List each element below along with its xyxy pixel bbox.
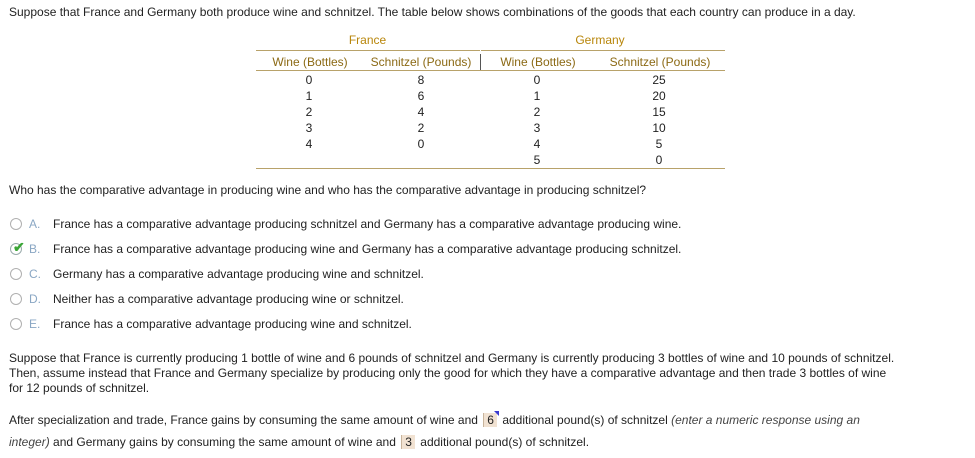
answer-line-1: [9, 413, 860, 427]
radio-button[interactable]: [10, 268, 22, 280]
option-text: France has a comparative advantage producing wine and Germany has a comparative advantage producing schnitzel.: [53, 242, 682, 256]
option-letter: E.: [29, 317, 41, 331]
option-letter: C.: [29, 267, 41, 281]
table-cell: 2: [417, 121, 425, 135]
table-cell: 10: [652, 121, 666, 135]
table-cell: 5: [655, 137, 663, 151]
table-cell: 6: [417, 89, 425, 103]
radio-button[interactable]: [10, 218, 22, 230]
option-a[interactable]: [10, 215, 681, 233]
option-d[interactable]: [10, 290, 404, 308]
scenario-line-3: for 12 pounds of schnitzel.: [9, 381, 150, 395]
table-cell: 2: [305, 105, 313, 119]
table-cell: 3: [533, 121, 541, 135]
header-bottom-rule: [256, 70, 725, 71]
radio-button[interactable]: [10, 318, 22, 330]
option-text: France has a comparative advantage producing wine and schnitzel.: [53, 317, 412, 331]
scenario-line-1: Suppose that France is currently producing 1 bottle of wine and 6 pounds of schnitzel and Germany is currently producing 3 bottles of wine and 10 pounds of schnitzel.: [9, 351, 895, 365]
col-germany-wine: Wine (Bottles): [500, 55, 576, 69]
table-cell: 20: [652, 89, 666, 103]
hint-text: integer): [9, 435, 50, 449]
col-france-schnitzel: Schnitzel (Pounds): [370, 55, 472, 69]
table-cell: 1: [533, 89, 541, 103]
table-cell: 0: [305, 73, 313, 87]
option-c[interactable]: [10, 265, 424, 283]
table-cell: 5: [533, 153, 541, 167]
col-germany-schnitzel: Schnitzel (Pounds): [609, 55, 711, 69]
checkmark-icon: ✔: [13, 239, 25, 255]
table-bottom-rule: [256, 168, 725, 169]
answer-text: additional pound(s) of schnitzel.: [420, 435, 590, 449]
table-cell: 8: [417, 73, 425, 87]
table-cell: 0: [655, 153, 663, 167]
table-cell: 0: [417, 137, 425, 151]
table-cell: 15: [652, 105, 666, 119]
option-text: Neither has a comparative advantage producing wine or schnitzel.: [53, 292, 404, 306]
table-cell: 4: [305, 137, 313, 151]
option-text: France has a comparative advantage producing schnitzel and Germany has a comparative advantage producing wine.: [53, 217, 682, 231]
germany-header: Germany: [575, 33, 625, 47]
header-divider: [480, 54, 481, 70]
table-cell: 2: [533, 105, 541, 119]
france-header-rule: [256, 50, 480, 51]
option-text: Germany has a comparative advantage producing wine and schnitzel.: [53, 267, 424, 281]
table-cell: 25: [652, 73, 666, 87]
scenario-line-2: Then, assume instead that France and Germany specialize by producing only the good for which they have a comparative advantage and then trade 3 bottles of wine: [9, 366, 887, 380]
option-letter: B.: [29, 242, 41, 256]
table-cell: 0: [533, 73, 541, 87]
france-gain-input[interactable]: 6: [483, 413, 497, 427]
option-e[interactable]: [10, 315, 412, 333]
answer-text: additional pound(s) of schnitzel: [502, 413, 668, 427]
table-cell: 4: [417, 105, 425, 119]
table-cell: 3: [305, 121, 313, 135]
germany-header-rule: [481, 50, 725, 51]
answer-text: After specialization and trade, France gains by consuming the same amount of wine and: [9, 413, 478, 427]
germany-gain-input[interactable]: 3: [401, 435, 415, 449]
intro-text: Suppose that France and Germany both produce wine and schnitzel. The table below shows combinations of the goods that each country can produce in a day.: [9, 5, 856, 19]
radio-button-selected[interactable]: [10, 239, 25, 255]
option-b[interactable]: [10, 240, 681, 258]
radio-button[interactable]: [10, 293, 22, 305]
question-text: Who has the comparative advantage in producing wine and who has the comparative advantage in producing schnitzel?: [9, 183, 647, 197]
table-cell: 1: [305, 89, 313, 103]
col-france-wine: Wine (Bottles): [272, 55, 348, 69]
hint-text: (enter a numeric response using an: [671, 413, 860, 427]
table-cell: 4: [533, 137, 541, 151]
answer-text: and Germany gains by consuming the same amount of wine and: [53, 435, 396, 449]
answer-line-2: [9, 435, 589, 449]
option-letter: D.: [29, 292, 41, 306]
option-letter: A.: [29, 217, 41, 231]
france-header: France: [348, 33, 387, 47]
